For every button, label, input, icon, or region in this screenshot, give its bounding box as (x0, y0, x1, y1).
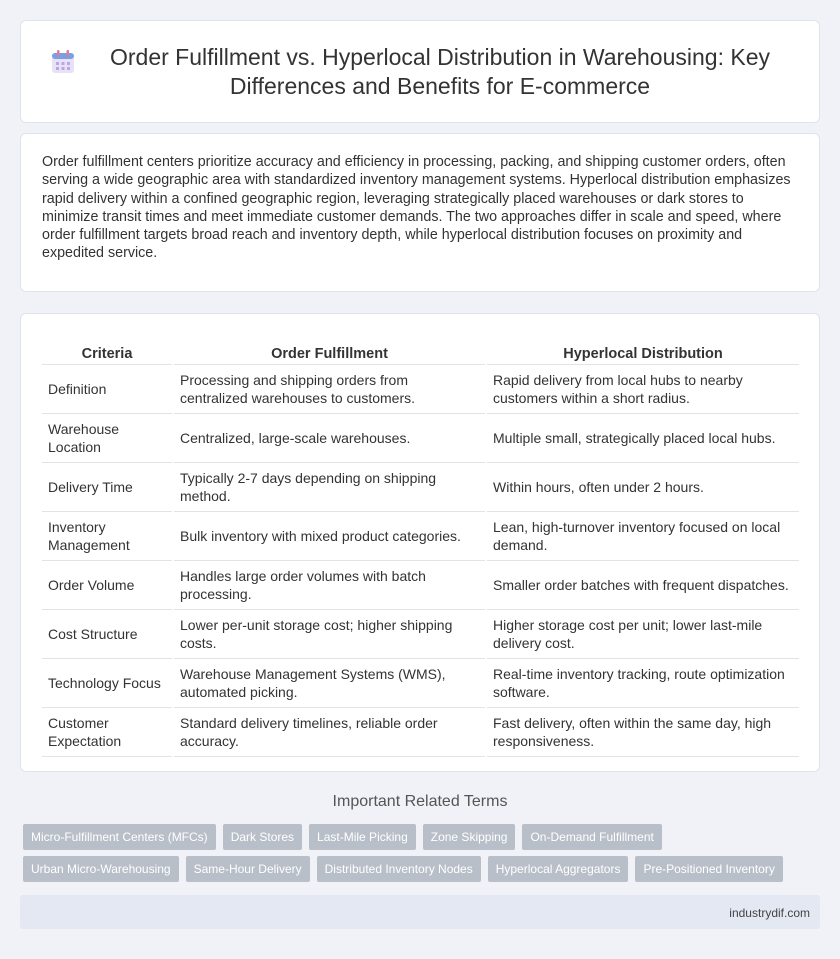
criteria-cell: Inventory Management (42, 511, 173, 560)
footer-site-link[interactable]: industrydif.com (729, 906, 810, 920)
page-title: Order Fulfillment vs. Hyperlocal Distribution in Warehousing: Key Differences and Benefits for E-commerce (109, 43, 770, 99)
order-fulfillment-cell: Processing and shipping orders from centralized warehouses to customers. (173, 364, 486, 413)
criteria-cell: Technology Focus (42, 658, 173, 707)
table-row (42, 413, 799, 462)
related-term-chip[interactable]: Urban Micro-Warehousing (23, 856, 179, 882)
hyperlocal-cell: Real-time inventory tracking, route optimization software. (486, 658, 799, 707)
order-fulfillment-cell: Typically 2-7 days depending on shipping method. (173, 462, 486, 511)
criteria-cell: Order Volume (42, 560, 173, 609)
criteria-cell: Definition (42, 364, 173, 413)
hyperlocal-cell: Higher storage cost per unit; lower last-mile delivery cost. (486, 609, 799, 658)
related-term-chip[interactable]: Last-Mile Picking (309, 824, 416, 850)
table-row (42, 609, 799, 658)
hyperlocal-cell: Multiple small, strategically placed local hubs. (486, 413, 799, 462)
comparison-table-card (20, 313, 820, 772)
order-fulfillment-cell: Handles large order volumes with batch processing. (173, 560, 486, 609)
hyperlocal-cell: Within hours, often under 2 hours. (486, 462, 799, 511)
table-header-row (42, 334, 799, 364)
related-term-chip[interactable]: Same-Hour Delivery (186, 856, 310, 882)
header-hyperlocal-distribution: Hyperlocal Distribution (486, 334, 799, 364)
table-row (42, 462, 799, 511)
comparison-table (42, 334, 799, 757)
footer (20, 895, 820, 929)
table-row (42, 658, 799, 707)
related-terms-list (23, 824, 823, 882)
related-term-chip[interactable]: Distributed Inventory Nodes (317, 856, 481, 882)
order-fulfillment-cell: Standard delivery timelines, reliable order accuracy. (173, 707, 486, 756)
order-fulfillment-cell: Bulk inventory with mixed product categories. (173, 511, 486, 560)
title-card (20, 20, 820, 123)
order-fulfillment-cell: Lower per-unit storage cost; higher shipping costs. (173, 609, 486, 658)
header-criteria: Criteria (42, 334, 173, 364)
header-order-fulfillment: Order Fulfillment (173, 334, 486, 364)
table-row (42, 511, 799, 560)
order-fulfillment-cell: Warehouse Management Systems (WMS), automated picking. (173, 658, 486, 707)
related-term-chip[interactable]: Dark Stores (223, 824, 302, 850)
related-term-chip[interactable]: Pre-Positioned Inventory (635, 856, 782, 882)
criteria-cell: Warehouse Location (42, 413, 173, 462)
criteria-cell: Customer Expectation (42, 707, 173, 756)
hyperlocal-cell: Rapid delivery from local hubs to nearby customers within a short radius. (486, 364, 799, 413)
hyperlocal-cell: Lean, high-turnover inventory focused on local demand. (486, 511, 799, 560)
related-term-chip[interactable]: Hyperlocal Aggregators (488, 856, 629, 882)
intro-text: Order fulfillment centers prioritize accuracy and efficiency in processing, packing, and shipping customer orders, often serving a wide geographic area with standardized inventory management systems. Hyperlocal distribution emphasizes rapid delivery within a confined geographic region, leveraging strategically placed warehouses or dark stores to minimize transit times and meet immediate customer demands. The two approaches differ in scale and speed, where order fulfillment targets broad reach and inventory depth, while hyperlocal distribution focuses on proximity and expedited service. (42, 154, 791, 262)
related-term-chip[interactable]: Micro-Fulfillment Centers (MFCs) (23, 824, 216, 850)
table-row (42, 560, 799, 609)
related-term-chip[interactable]: On-Demand Fulfillment (522, 824, 661, 850)
related-terms-title: Important Related Terms (332, 793, 508, 810)
hyperlocal-cell: Fast delivery, often within the same day, high responsiveness. (486, 707, 799, 756)
order-fulfillment-cell: Centralized, large-scale warehouses. (173, 413, 486, 462)
related-term-chip[interactable]: Zone Skipping (423, 824, 516, 850)
criteria-cell: Delivery Time (42, 462, 173, 511)
table-row (42, 364, 799, 413)
criteria-cell: Cost Structure (42, 609, 173, 658)
calendar-icon (50, 49, 76, 75)
table-row (42, 707, 799, 756)
intro-card (20, 133, 820, 292)
hyperlocal-cell: Smaller order batches with frequent dispatches. (486, 560, 799, 609)
